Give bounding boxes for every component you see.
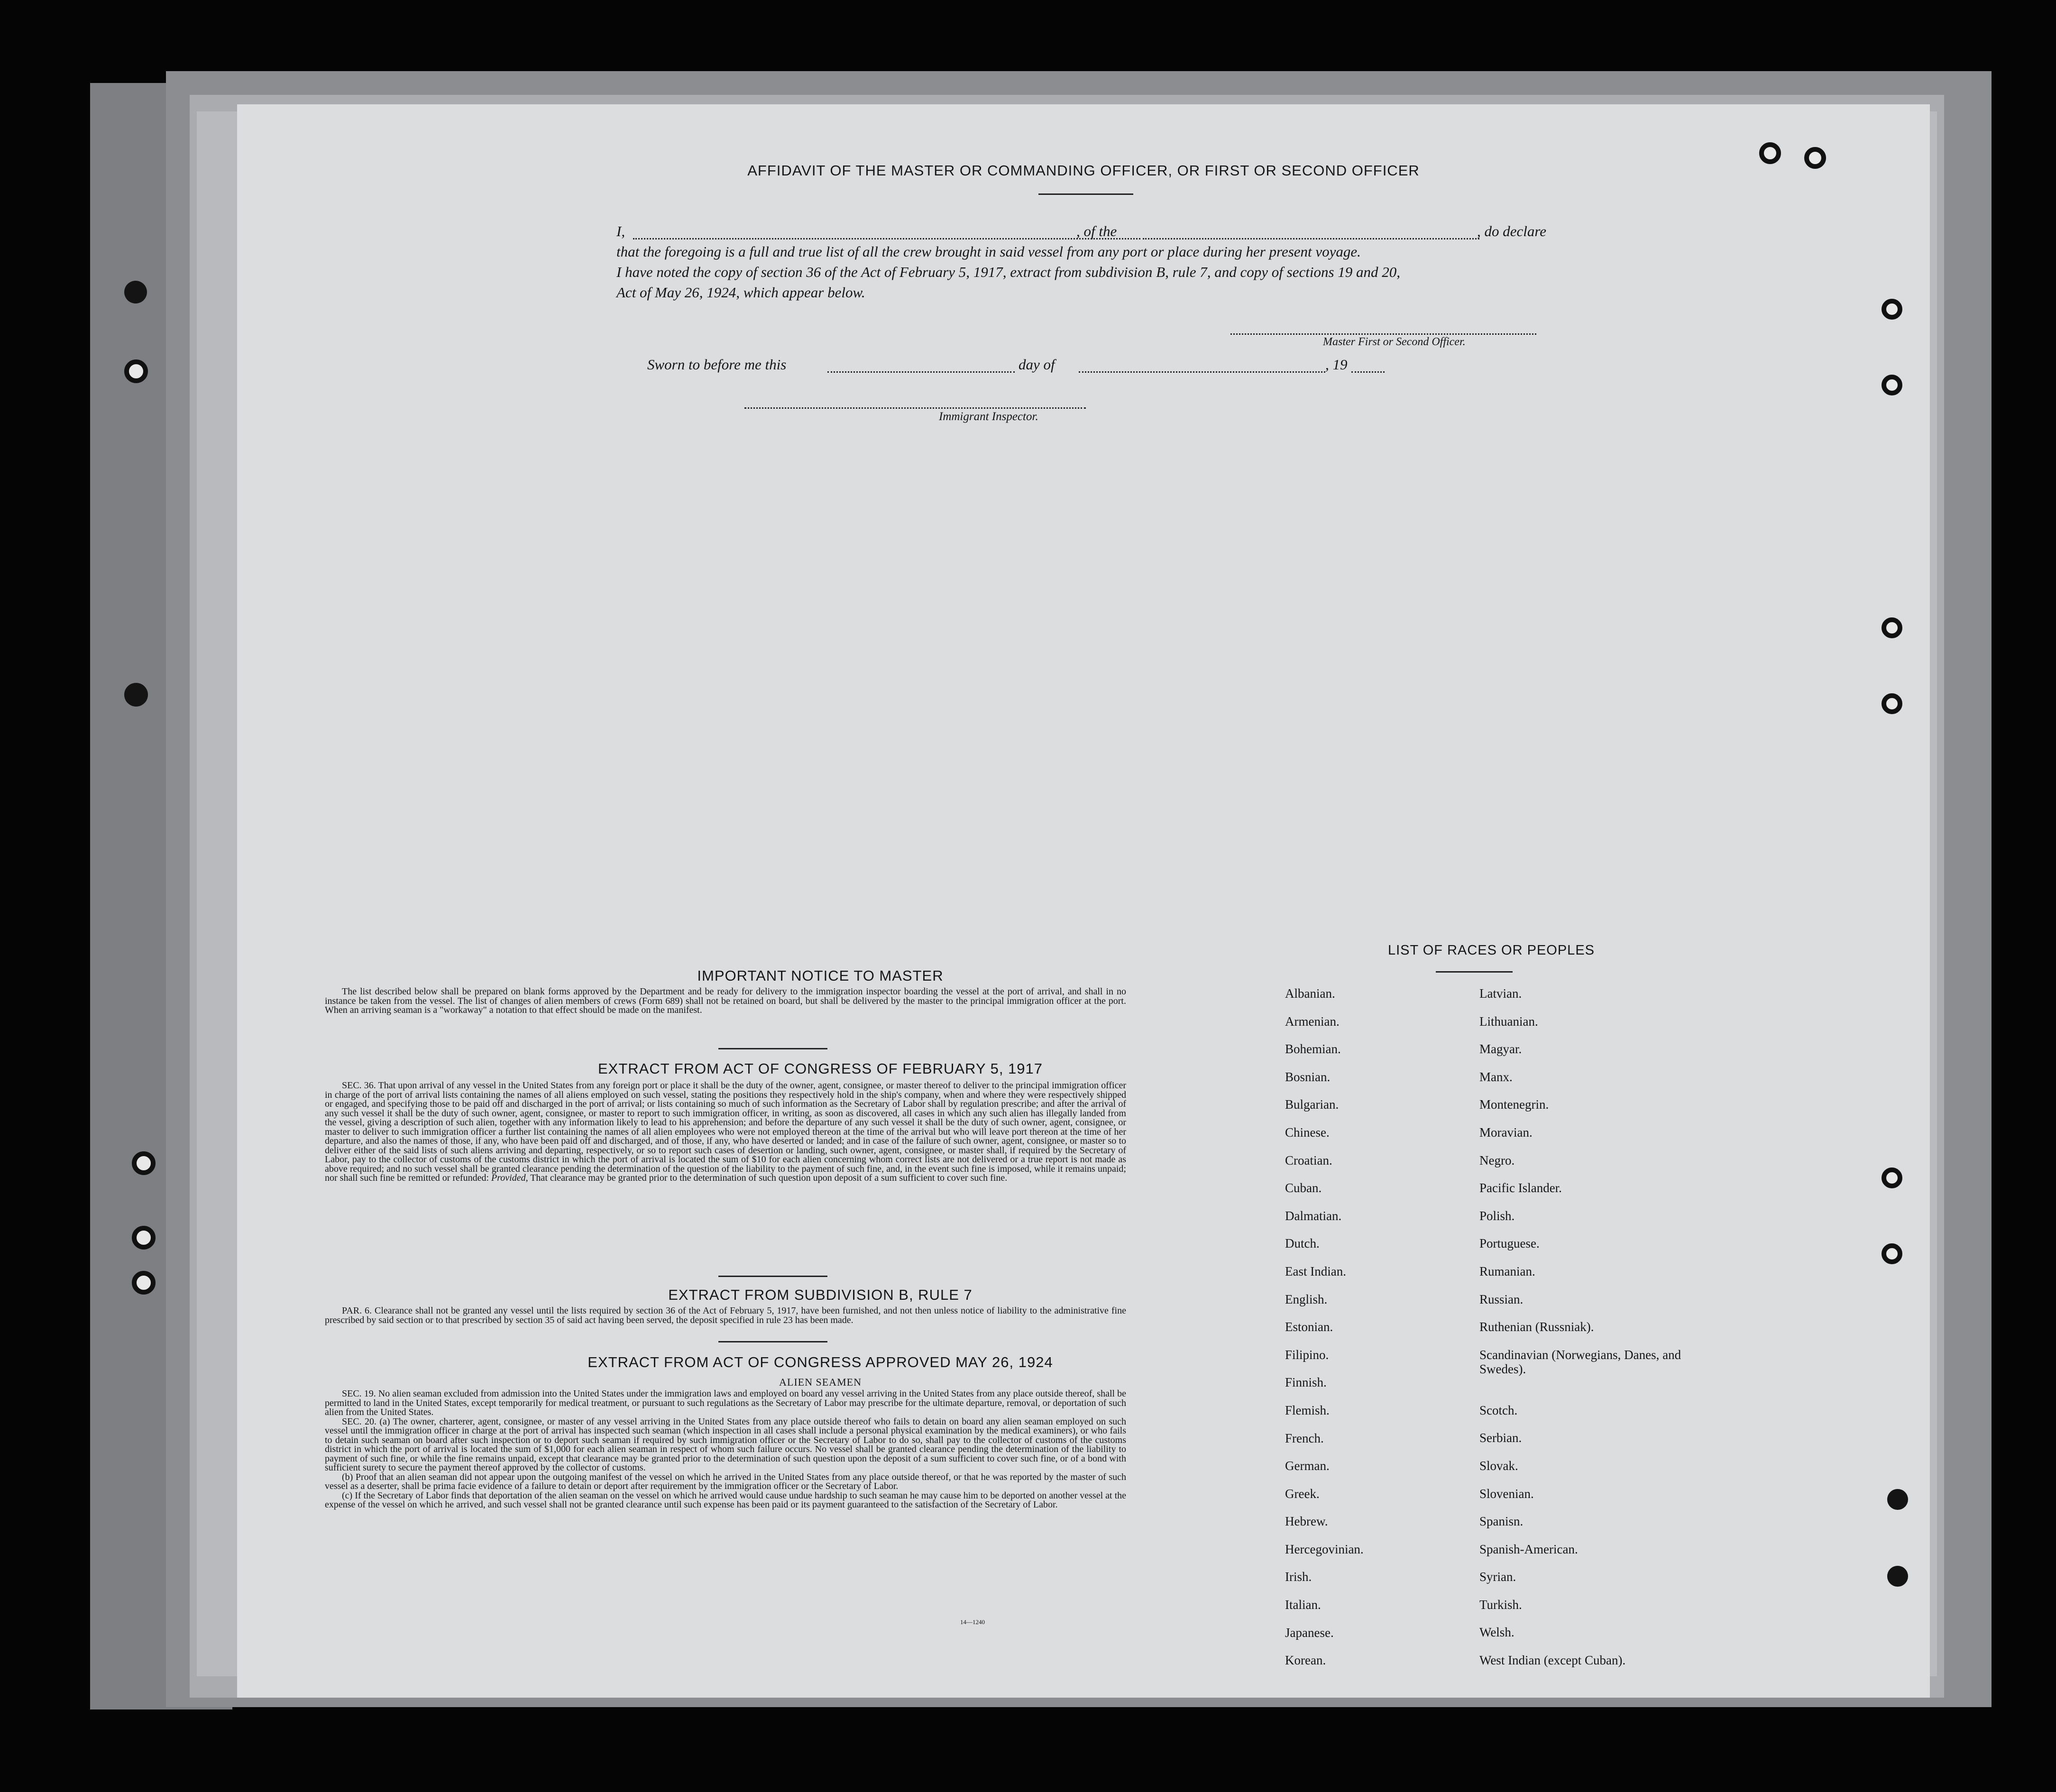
inspector-caption: Immigrant Inspector. [939, 410, 1038, 423]
race-item: Rumanian. [1479, 1264, 1535, 1278]
day-of-label: day of [1019, 356, 1055, 373]
vessel-blank[interactable] [1143, 238, 1479, 239]
name-blank[interactable] [633, 238, 1140, 239]
extract-1924-body [325, 1389, 1126, 1510]
punch-hole [132, 1271, 156, 1295]
race-item: Manx. [1479, 1069, 1513, 1084]
race-item: Russian. [1479, 1292, 1524, 1306]
rule7-text: PAR. 6. Clearance shall not be granted any vessel until the lists required by section 36 of the Act of February 5, 1917, have been furnished, and not then unless notice of liability to the administrative fine prescribed by said section or to that prescribed by section 35 of said act having been served, the deposit specified in rule 23 has been made. [325, 1305, 1126, 1325]
race-item: Cuban. [1285, 1181, 1322, 1195]
race-item: Negro. [1479, 1153, 1515, 1167]
punch-hole [1887, 1489, 1908, 1510]
races-left-column [1285, 986, 1465, 1681]
race-item: Spanish-American. [1479, 1542, 1578, 1556]
extract-1924-subtitle: ALIEN SEAMEN [779, 1376, 862, 1388]
race-item: Hercegovinian. [1285, 1542, 1364, 1556]
sec-19-text: SEC. 19. No alien seaman excluded from admission into the United States under the immigration laws and employed on board any vessel arriving in the United States from any place outside thereof, shall be permitted to land in the United States, except temporarily for medical treatment, or pursuant to such regulations as the Secretary of Labor may prescribe for the ultimate departure, removal, or deportation of such alien from the United States. [325, 1388, 1126, 1417]
race-item: Portuguese. [1479, 1236, 1540, 1251]
punch-hole [1882, 693, 1902, 714]
affidavit-title: AFFIDAVIT OF THE MASTER OR COMMANDING OFFICER, OR FIRST OR SECOND OFFICER [747, 162, 1420, 179]
races-right-column [1479, 986, 1688, 1681]
punch-hole [124, 281, 147, 303]
race-item: Korean. [1285, 1653, 1326, 1668]
punch-hole [124, 683, 148, 707]
race-item: Serbian. [1479, 1431, 1522, 1445]
race-item: Pacific Islander. [1479, 1181, 1562, 1195]
race-item: Dalmatian. [1285, 1208, 1342, 1223]
race-item: Chinese. [1285, 1125, 1330, 1140]
affidavit-i-label: I, [616, 223, 625, 239]
affidavit-line-2: that the foregoing is a full and true list of all the crew brought in said vessel from any port or place during her present voyage. [616, 243, 1361, 260]
race-item: Albanian. [1285, 986, 1335, 1001]
punch-hole [1882, 299, 1902, 320]
divider [1038, 193, 1133, 195]
extract-1924-title: EXTRACT FROM ACT OF CONGRESS APPROVED MAY 26, 1924 [587, 1354, 1053, 1370]
punch-hole [1882, 1243, 1902, 1264]
race-item: Latvian. [1479, 986, 1522, 1001]
race-item: Lithuanian. [1479, 1014, 1538, 1029]
divider [718, 1048, 827, 1049]
race-item: Italian. [1285, 1598, 1321, 1612]
race-item: Japanese. [1285, 1625, 1334, 1640]
sec-20c-text: (c) If the Secretary of Labor finds that deportation of the alien seaman on the vessel on which he arrived would cause undue hardship to such seaman he may cause him to be deported on another vessel at the expense of the vessel on which he arrived, and such vessel shall not be granted clearance until such expense has been paid or its payment guaranteed to the satisfaction of the Secretary of Labor. [325, 1490, 1126, 1510]
inspector-signature-blank[interactable] [744, 407, 1086, 409]
affidavit-line-4: Act of May 26, 1924, which appear below. [616, 284, 865, 301]
notice-title: IMPORTANT NOTICE TO MASTER [697, 967, 944, 984]
race-item: Moravian. [1479, 1125, 1533, 1140]
punch-hole [1882, 617, 1902, 638]
race-item: Greek. [1285, 1486, 1320, 1501]
sworn-label: Sworn to before me this [647, 356, 787, 373]
race-item: Ruthenian (Russniak). [1479, 1320, 1594, 1334]
punch-hole [1882, 375, 1902, 395]
race-item: Polish. [1479, 1208, 1515, 1223]
form-code: 14—1240 [960, 1618, 985, 1626]
notice-text: The list described below shall be prepared on blank forms approved by the Department and be ready for delivery to the immigration inspector boarding the vessel at the port of arrival, and shall in no instance be taken from the vessel. The list of changes of alien members of crews (Form 689) shall not be retained on board, but shall be delivered by the master to the principal immigration officer at the port. When an arriving seaman is a "workaway" a notation to that effect should be made on the manifest. [325, 986, 1126, 1015]
race-item: Flemish. [1285, 1403, 1330, 1417]
sec-20b-text: (b) Proof that an alien seaman did not appear upon the outgoing manifest of the vessel on which he arrived in the United States from any place outside thereof, or that he was reported by the master of such vessel as a deserter, shall be prima facie evidence of a failure to detain or deport after requirement by the immigration officer or the Secretary of Labor. [325, 1471, 1126, 1491]
race-item: Magyar. [1479, 1042, 1522, 1057]
punch-hole [1882, 1167, 1902, 1188]
rule7-title: EXTRACT FROM SUBDIVISION B, RULE 7 [668, 1287, 973, 1303]
race-item: Armenian. [1285, 1014, 1340, 1029]
extract-1917-body: SEC. 36. That upon arrival of any vessel in the United States from any foreign port or place it shall be the duty of the owner, agent, consignee, or master thereof to deliver to the principal immigration officer in charge of the port of arrival lists containing the names of all aliens employed on such vessel, stating the positions they respectively hold in the ship's company, when and where they were respectively shipped or engaged, and specifying those to be paid off and discharged in the port of arrival; or lists containing so much of such information as the Secretary of Labor shall by regulation prescribe; and after the arrival of any such vessel it shall be the duty of such owner, agent, consignee, or master to report to such immigration officer, in writing, as soon as discovered, all cases in which any such alien has illegally landed from the vessel, giving a description of such alien, together with any information likely to lead to his apprehension; and before the departure of any such vessel it shall be the duty of such owner, agent, consignee, or master to deliver to such immigration officer a further list containing the names of all alien employees who were not employed thereon at the time of the arrival but who will leave port thereon at the time of her departure, and also the names of those, if any, who have been paid off and discharged, and of those, if any, who have deserted or landed; and in case of the failure of such owner, agent, consignee, or master so to deliver either of the said lists of such aliens arriving and departing, respectively, or so to report such cases of desertion or landing, such owner, agent, consignee, or master shall, if required by the Secretary of Labor, pay to the collector of customs of the customs district in which the port of arrival is located the sum of $10 for each alien concerning whom correct lists are not delivered or a true report is not made as above required; and no such vessel shall be granted clearance pending the determination of the question of the liability to the payment of such fine, and, in the event such fine is imposed, while it remains unpaid; nor shall such fine be remitted or refunded: [325, 1080, 1126, 1183]
race-item: English. [1285, 1292, 1328, 1306]
race-item: Irish. [1285, 1570, 1312, 1584]
affidavit-do-declare: , do declare [1477, 223, 1547, 239]
punch-hole [132, 1151, 156, 1175]
race-item: Scandinavian (Norwegians, Danes, and Swedes). [1479, 1347, 1681, 1376]
race-item: Dutch. [1285, 1236, 1320, 1251]
race-item: Spanisn. [1479, 1514, 1524, 1529]
race-item: French. [1285, 1431, 1324, 1445]
affidavit-of-the: , of the [1076, 223, 1117, 239]
race-item: Croatian. [1285, 1153, 1332, 1167]
extract-1917-proviso-text: That clearance may be granted prior to the determination of such question upon deposit of a sum sufficient to cover such fine. [530, 1173, 1008, 1183]
signature-blank[interactable] [1230, 333, 1536, 335]
race-item: Slovak. [1479, 1458, 1518, 1473]
race-item: Bohemian. [1285, 1042, 1341, 1057]
year-blank[interactable] [1351, 371, 1385, 373]
sworn-day-blank[interactable] [827, 371, 1015, 373]
sec-20a-text: SEC. 20. (a) The owner, charterer, agent, consignee, or master of any vessel arriving in the United States from any place outside thereof who fails to detain on board any alien seaman employed on such vessel until the immigration officer in charge at the port of arrival has inspected such seaman (which inspection in all cases shall include a personal physical examination by the medical examiners), or who fails to detain such seaman on board after such inspection or to deport such seaman if required by such immigration officer or the Secretary of Labor to do so, shall pay to the collector of customs of the customs district in which the port of arrival is located the sum of $1,000 for each alien seaman in respect of whom such failure occurs. No vessel shall be granted clearance pending the determination of the liability to payment of such fine, or while the fine remains unpaid, except that clearance may be granted prior to the determination of such question upon the deposit of a sum sufficient to cover such fine, or of a bond with sufficient surety to secure the payment thereof approved by the collector of customs. [325, 1416, 1126, 1473]
divider [718, 1341, 827, 1342]
race-item: German. [1285, 1459, 1330, 1473]
race-item: Syrian. [1479, 1570, 1516, 1584]
extract-1917-text [325, 1081, 1126, 1183]
affidavit-document [237, 104, 1930, 1698]
affidavit-line-3: I have noted the copy of section 36 of the Act of February 5, 1917, extract from subdivision B, rule 7, and copy of sections 19 and 20, [616, 264, 1401, 280]
race-item: Finnish. [1285, 1375, 1327, 1390]
race-item: East Indian. [1285, 1264, 1346, 1278]
year-label: , 19 [1325, 356, 1348, 373]
race-item: Welsh. [1479, 1625, 1514, 1640]
extract-1917-proviso-word: Provided, [491, 1173, 528, 1183]
races-title: LIST OF RACES OR PEOPLES [1387, 943, 1595, 958]
punch-hole [1759, 142, 1781, 164]
race-item: Hebrew. [1285, 1514, 1328, 1529]
race-item: Montenegrin. [1479, 1097, 1549, 1112]
race-item: Scotch. [1479, 1403, 1518, 1417]
race-item: West Indian (except Cuban). [1479, 1653, 1626, 1668]
race-item: Turkish. [1479, 1597, 1522, 1612]
race-item: Slovenian. [1479, 1486, 1534, 1501]
race-item: Filipino. [1285, 1347, 1329, 1362]
race-item: Estonian. [1285, 1320, 1333, 1334]
divider [718, 1276, 827, 1277]
signature-caption: Master First or Second Officer. [1323, 336, 1466, 348]
punch-hole [132, 1226, 156, 1250]
race-item: Bulgarian. [1285, 1097, 1339, 1112]
punch-hole [1887, 1566, 1908, 1587]
extract-1917-title: EXTRACT FROM ACT OF CONGRESS OF FEBRUARY 5, 1917 [597, 1060, 1043, 1077]
punch-hole [124, 359, 148, 383]
divider [1436, 971, 1513, 973]
race-item: Bosnian. [1285, 1069, 1331, 1084]
sworn-month-blank[interactable] [1079, 371, 1325, 373]
